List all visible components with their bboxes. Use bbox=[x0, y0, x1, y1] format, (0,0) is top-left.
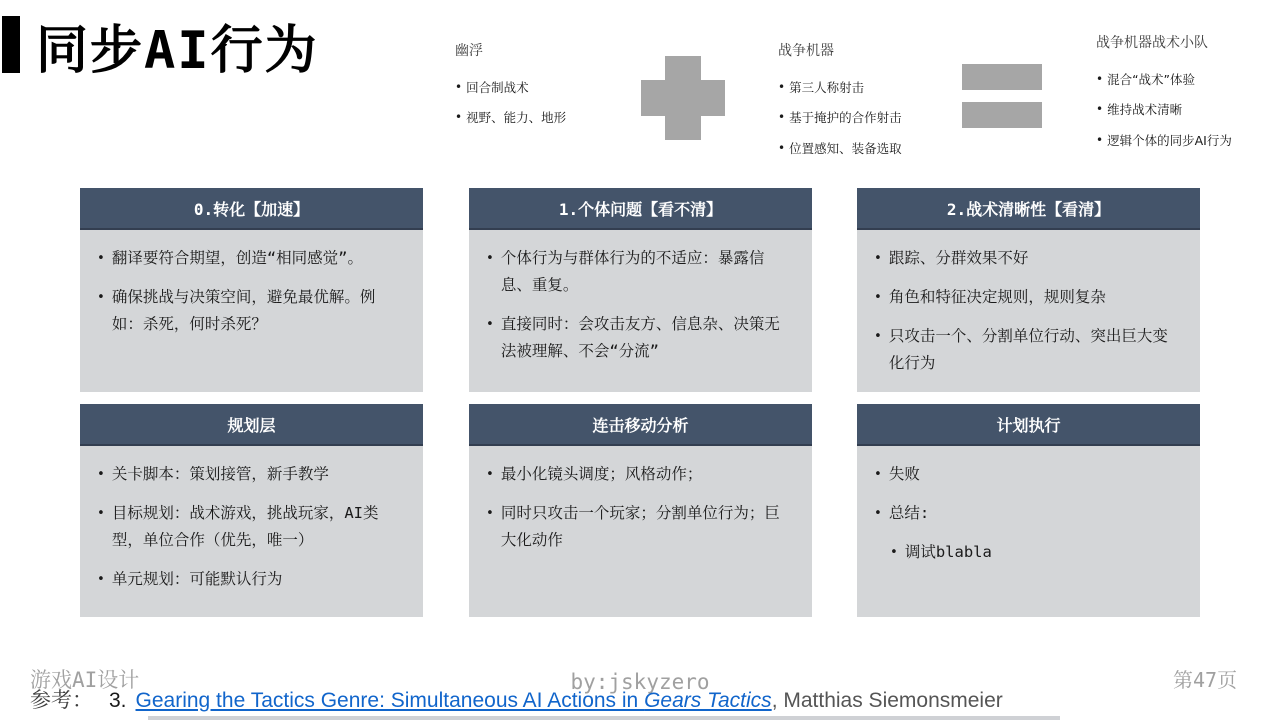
bullet-dot-icon: • bbox=[874, 329, 882, 344]
box-plan-execution-title: 计划执行 bbox=[857, 404, 1200, 446]
reference-hyperlink[interactable] bbox=[136, 689, 772, 712]
equals-icon-top-bar bbox=[962, 64, 1042, 90]
bullet-dot-icon: • bbox=[455, 110, 463, 125]
bullet-item bbox=[778, 78, 958, 97]
bullet-dot-icon: • bbox=[97, 506, 105, 521]
equation-list-right bbox=[1096, 32, 1248, 161]
reference-number: 3. bbox=[109, 689, 127, 712]
bullet-text: 目标规划：战术游戏，挑战玩家，AI类型，单位合作（优先，唯一） bbox=[111, 504, 379, 549]
bullet-item bbox=[97, 284, 406, 338]
equation-middle-bullets bbox=[778, 78, 958, 158]
reference-suffix: , Matthias Siemonsmeier bbox=[771, 689, 1003, 712]
bullet-item bbox=[874, 323, 1183, 377]
bullet-item bbox=[778, 139, 958, 158]
bullet-item bbox=[1096, 70, 1248, 89]
box-conversion-title: 0.转化【加速】 bbox=[80, 188, 423, 230]
equation-list-middle bbox=[778, 40, 958, 169]
equation-list-left bbox=[455, 40, 635, 139]
bullet-dot-icon: • bbox=[486, 317, 494, 332]
bullet-text: 同时只攻击一个玩家；分割单位行为；巨大化动作 bbox=[500, 504, 780, 549]
box-individual-problems-title: 1.个体问题【看不清】 bbox=[469, 188, 812, 230]
plus-icon-horizontal-bar bbox=[641, 80, 725, 116]
box-individual-problems bbox=[469, 188, 812, 392]
footer-course-name: 游戏AI设计 bbox=[30, 668, 140, 692]
bullet-item bbox=[486, 461, 795, 488]
equation-right-heading: 战争机器战术小队 bbox=[1096, 35, 1208, 51]
bullet-item bbox=[455, 108, 635, 127]
bullet-text: 总结: bbox=[888, 504, 930, 522]
cutoff-next-line-strip bbox=[148, 716, 1060, 720]
bullet-dot-icon: • bbox=[874, 251, 882, 266]
box-planning-layer-title: 规划层 bbox=[80, 404, 423, 446]
equation-left-bullets bbox=[455, 78, 635, 128]
page-title: 同步AI行为 bbox=[36, 21, 319, 81]
bullet-text: 维持战术清晰 bbox=[1107, 102, 1183, 118]
bullet-text: 回合制战术 bbox=[466, 80, 529, 95]
bullet-item bbox=[486, 245, 795, 299]
bullet-text: 视野、能力、地形 bbox=[466, 110, 567, 126]
box-conversion bbox=[80, 188, 423, 392]
box-plan-execution-bullets bbox=[857, 446, 1200, 566]
footer-page-number: 第47页 bbox=[1173, 668, 1238, 692]
bullet-dot-icon: • bbox=[874, 506, 882, 521]
box-conversion-bullets bbox=[80, 230, 423, 338]
plus-icon bbox=[641, 56, 725, 140]
bullet-item bbox=[97, 245, 406, 272]
bullet-item bbox=[778, 108, 958, 127]
bullet-item bbox=[874, 284, 1183, 311]
box-tactical-clarity-title: 2.战术清晰性【看清】 bbox=[857, 188, 1200, 230]
bullet-dot-icon: • bbox=[486, 506, 494, 521]
bullet-item bbox=[486, 311, 795, 365]
box-planning-layer bbox=[80, 404, 423, 617]
equation-middle-heading: 战争机器 bbox=[778, 43, 834, 59]
bullet-item bbox=[890, 539, 1183, 566]
bullet-item bbox=[97, 461, 406, 488]
bullet-dot-icon: • bbox=[97, 251, 105, 266]
bullet-text: 第三人称射击 bbox=[789, 80, 865, 95]
bullet-dot-icon: • bbox=[890, 545, 898, 560]
bullet-text: 最小化镜头调度；风格动作； bbox=[500, 465, 703, 483]
footer-author: by:jskyzero bbox=[570, 670, 710, 694]
bullet-dot-icon: • bbox=[1096, 132, 1104, 147]
bullet-item bbox=[455, 78, 635, 97]
bullet-item bbox=[874, 245, 1183, 272]
equals-icon bbox=[962, 64, 1042, 128]
bullet-item bbox=[1096, 131, 1248, 150]
bullet-dot-icon: • bbox=[97, 290, 105, 305]
bullet-text: 只攻击一个、分割单位行动、突出巨大变化行为 bbox=[888, 327, 1168, 372]
bullet-item bbox=[486, 500, 795, 554]
bullet-dot-icon: • bbox=[486, 467, 494, 482]
bullet-text: 单元规划：可能默认行为 bbox=[111, 570, 283, 588]
bullet-text: 跟踪、分群效果不好 bbox=[888, 249, 1029, 267]
bullet-item bbox=[1096, 100, 1248, 119]
reference-link-text[interactable]: Gearing the Tactics Genre: Simultaneous AI Actions in bbox=[135, 689, 645, 712]
bullet-dot-icon: • bbox=[1096, 72, 1104, 86]
bullet-text: 直接同时：会攻击友方、信息杂、决策无法被理解、不会“分流” bbox=[500, 315, 780, 360]
box-planning-layer-bullets bbox=[80, 446, 423, 593]
box-plan-execution bbox=[857, 404, 1200, 617]
bullet-dot-icon: • bbox=[874, 290, 882, 305]
bullet-item bbox=[97, 500, 406, 554]
bullet-dot-icon: • bbox=[455, 80, 463, 94]
reference-line bbox=[30, 684, 1003, 714]
equation-right-bullets bbox=[1096, 70, 1248, 150]
bullet-dot-icon: • bbox=[1096, 102, 1104, 117]
bullet-dot-icon: • bbox=[97, 467, 105, 482]
box-combo-move-analysis-bullets bbox=[469, 446, 812, 554]
bullet-text: 关卡脚本：策划接管，新手教学 bbox=[111, 465, 329, 483]
reference-prefix: 参考： bbox=[30, 689, 93, 712]
equals-icon-bottom-bar bbox=[962, 102, 1042, 128]
bullet-text: 基于掩护的合作射击 bbox=[789, 110, 902, 126]
bullet-text: 确保挑战与决策空间，避免最优解。例如：杀死，何时杀死？ bbox=[111, 288, 376, 333]
box-tactical-clarity-bullets bbox=[857, 230, 1200, 377]
box-tactical-clarity bbox=[857, 188, 1200, 392]
bullet-text: 个体行为与群体行为的不适应：暴露信息、重复。 bbox=[500, 249, 765, 294]
bullet-item bbox=[874, 500, 1183, 527]
bullet-text: 混合“战术”体验 bbox=[1107, 72, 1196, 87]
title-accent-bar bbox=[2, 16, 20, 73]
bullet-dot-icon: • bbox=[778, 140, 786, 155]
box-combo-move-analysis bbox=[469, 404, 812, 617]
bullet-text: 角色和特征决定规则，规则复杂 bbox=[888, 288, 1106, 306]
bullet-text: 逻辑个体的同步AI行为 bbox=[1107, 132, 1232, 148]
bullet-dot-icon: • bbox=[778, 110, 786, 125]
bullet-text: 位置感知、装备选取 bbox=[789, 140, 902, 156]
equation-left-heading: 幽浮 bbox=[455, 43, 483, 59]
bullet-dot-icon: • bbox=[486, 251, 494, 266]
box-individual-problems-bullets bbox=[469, 230, 812, 365]
reference-link-italic-text[interactable]: Gears Tactics bbox=[644, 689, 772, 712]
bullet-text: 失败 bbox=[888, 465, 920, 483]
box-combo-move-analysis-title: 连击移动分析 bbox=[469, 404, 812, 446]
bullet-dot-icon: • bbox=[874, 467, 882, 482]
bullet-item bbox=[874, 461, 1183, 488]
bullet-dot-icon: • bbox=[778, 80, 786, 94]
bullet-text: 调试blabla bbox=[904, 543, 992, 561]
bullet-text: 翻译要符合期望，创造“相同感觉”。 bbox=[111, 249, 363, 267]
bullet-dot-icon: • bbox=[97, 572, 105, 587]
bullet-item bbox=[97, 566, 406, 593]
